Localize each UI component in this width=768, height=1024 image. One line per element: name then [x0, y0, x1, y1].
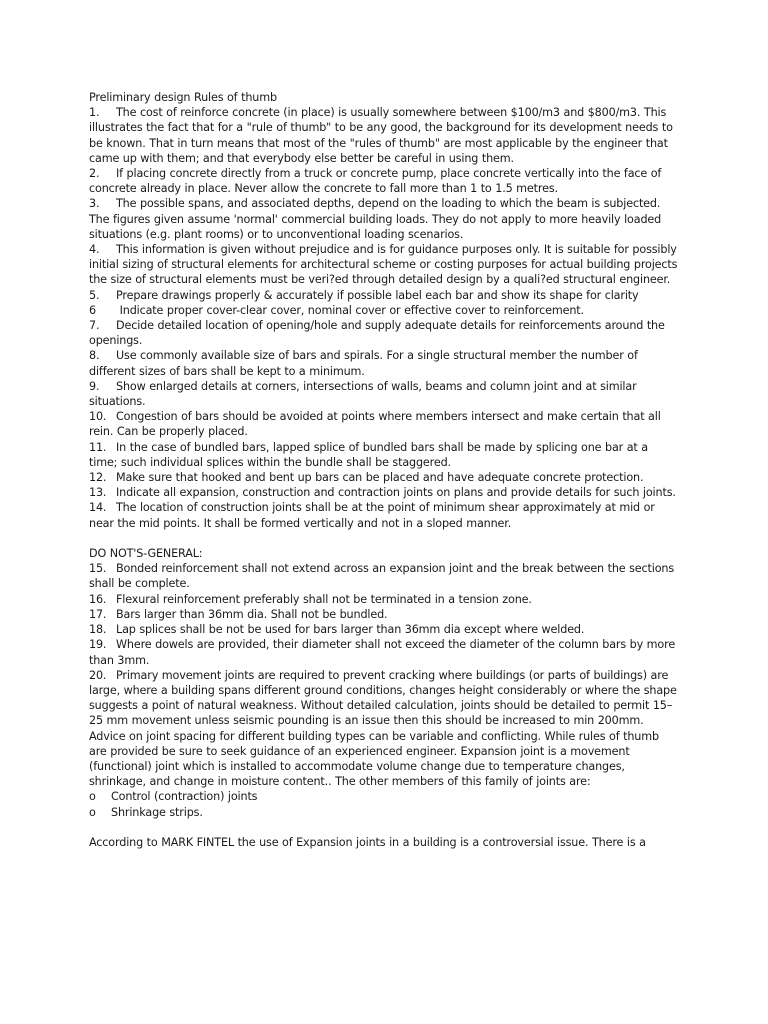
rule-item-marker: 9. — [89, 379, 100, 393]
rule-item-marker: 7. — [89, 319, 100, 333]
rule-item — [89, 318, 678, 348]
paragraph-gap — [89, 531, 678, 546]
rule-item-text: Congestion of bars should be avoided at points where members intersect and make certain that all rein. Can be properly placed. — [89, 410, 661, 439]
dont-item-marker: 18. — [89, 623, 107, 637]
rule-item-text: If placing concrete directly from a truck or concrete pump, place concrete vertically into the face of concrete already in place. Never allow the concrete to fall more than 1 to 1.5 metres. — [89, 167, 662, 196]
dont-item-marker: 17. — [89, 607, 107, 621]
rule-item — [89, 440, 678, 470]
rule-item-marker: 8. — [89, 349, 100, 363]
rule-item — [89, 288, 678, 303]
donts-heading: DO NOT'S-GENERAL: — [89, 547, 203, 561]
rule-item — [89, 409, 678, 439]
rule-item-text: In the case of bundled bars, lapped splice of bundled bars shall be made by splicing one bar at a time; such individual splices within the bundle shall be staggered. — [89, 440, 648, 469]
rule-item — [89, 242, 678, 288]
dont-item-marker: 19. — [89, 638, 107, 652]
dont-item — [89, 561, 678, 591]
rule-item — [89, 105, 678, 166]
dont-item — [89, 668, 678, 790]
rule-item-text: The possible spans, and associated depths, depend on the loading to which the beam is subjected. The figures given assume 'normal' commercial building loads. They do not apply to more heavily loaded situations (e.g. plant rooms) or to unconventional loading scenarios. — [89, 197, 662, 241]
rule-item-text: Make sure that hooked and bent up bars can be placed and have adequate concrete protection. — [116, 471, 644, 485]
rule-item-text: This information is given without prejudice and is for guidance purposes only. It is suitable for possibly initial sizing of structural elements for architectural scheme or costing purposes for actual building projects the size of structural elements must be veri?ed through detailed design by a quali?ed structural engineer. — [89, 243, 678, 287]
joint-type-item-text: Shrinkage strips. — [111, 805, 203, 819]
rule-item-marker: 13. — [89, 486, 107, 500]
dont-item-text: Primary movement joints are required to prevent cracking where buildings (or parts of buildings) are large, where a building spans different ground conditions, changes height considerably or where the shape suggests a point of natural weakness. Without detailed calculation, joints should be detailed to permit 15–25 mm movement unless seismic pounding is an issue then this should be increased to min 200mm. Advice on joint spacing for different building types can be variable and conflicting. While rules of thumb are provided be sure to seek guidance of an experienced engineer. Expansion joint is a movement (functional) joint which is installed to accommodate volume change due to temperature changes, shrinkage, and change in moisture content.. The other members of this family of joints are: — [89, 668, 677, 789]
closing-paragraph: According to MARK FINTEL the use of Expansion joints in a building is a controversial issue. There is a — [89, 835, 646, 849]
joint-type-item-marker: o — [89, 805, 96, 819]
rule-item-text: The location of construction joints shall be at the point of minimum shear approximately at mid or near the mid points. It shall be formed vertically and not in a sloped manner. — [89, 501, 655, 530]
rule-item — [89, 379, 678, 409]
dont-item-text: Flexural reinforcement preferably shall not be terminated in a tension zone. — [116, 592, 532, 606]
joint-types-list — [89, 789, 678, 819]
dont-item-marker: 15. — [89, 562, 107, 576]
document-title: Preliminary design Rules of thumb — [89, 91, 277, 104]
rule-item — [89, 196, 678, 242]
rule-item — [89, 485, 678, 500]
rule-item-marker: 3. — [89, 197, 100, 211]
rule-item-marker: 10. — [89, 410, 107, 424]
rule-item-text: Indicate proper cover-clear cover, nominal cover or effective cover to reinforcement. — [116, 303, 584, 317]
rule-item-marker: 5. — [89, 288, 100, 302]
rule-item-marker: 4. — [89, 243, 100, 257]
dont-item-text: Where dowels are provided, their diameter shall not exceed the diameter of the column bars by more than 3mm. — [89, 638, 676, 667]
joint-type-item-text: Control (contraction) joints — [111, 790, 258, 804]
dont-item-text: Lap splices shall be not be used for bars larger than 36mm dia except where welded. — [116, 623, 585, 637]
rule-item-text: The cost of reinforce concrete (in place) is usually somewhere between $100/m3 and $800/m3. This illustrates the fact that for a "rule of thumb" to be any good, the background for its development needs to be known. That in turn means that most of the "rules of thumb" are most applicable by the engineer that came up with them; and that everybody else better be careful in using them. — [89, 106, 673, 165]
joint-type-item-marker: o — [89, 790, 96, 804]
donts-list — [89, 561, 678, 789]
rule-item-text: Show enlarged details at corners, intersections of walls, beams and column joint and at similar situations. — [89, 379, 637, 409]
rule-item-text: Use commonly available size of bars and spirals. For a single structural member the number of different sizes of bars shall be kept to a minimum. — [89, 349, 638, 378]
rule-item — [89, 348, 678, 378]
rule-item-marker: 1. — [89, 106, 100, 120]
rule-item — [89, 303, 678, 318]
dont-item — [89, 607, 678, 622]
joint-type-item — [89, 805, 678, 820]
rule-item-marker: 11. — [89, 440, 107, 454]
rule-item-text: Indicate all expansion, construction and contraction joints on plans and provide details for such joints. — [116, 486, 676, 500]
rule-item-marker: 6 — [89, 303, 96, 317]
rule-item-marker: 14. — [89, 501, 107, 515]
rule-item-marker: 2. — [89, 167, 100, 181]
document-body — [89, 90, 678, 850]
dont-item-text: Bonded reinforcement shall not extend across an expansion joint and the break between the sections shall be complete. — [89, 562, 675, 591]
rule-item-text: Decide detailed location of opening/hole and supply adequate details for reinforcements around the openings. — [89, 319, 665, 348]
rule-item — [89, 166, 678, 196]
dont-item — [89, 637, 678, 667]
dont-item — [89, 622, 678, 637]
rule-item — [89, 500, 678, 530]
rule-item — [89, 470, 678, 485]
rules-list — [89, 105, 678, 531]
joint-type-item — [89, 789, 678, 804]
rule-item-marker: 12. — [89, 471, 107, 485]
dont-item-text: Bars larger than 36mm dia. Shall not be bundled. — [116, 607, 388, 621]
rule-item-text: Prepare drawings properly & accurately if possible label each bar and show its shape for clarity — [116, 288, 639, 302]
dont-item-marker: 16. — [89, 592, 107, 606]
dont-item-marker: 20. — [89, 668, 107, 682]
dont-item — [89, 592, 678, 607]
paragraph-gap — [89, 820, 678, 835]
